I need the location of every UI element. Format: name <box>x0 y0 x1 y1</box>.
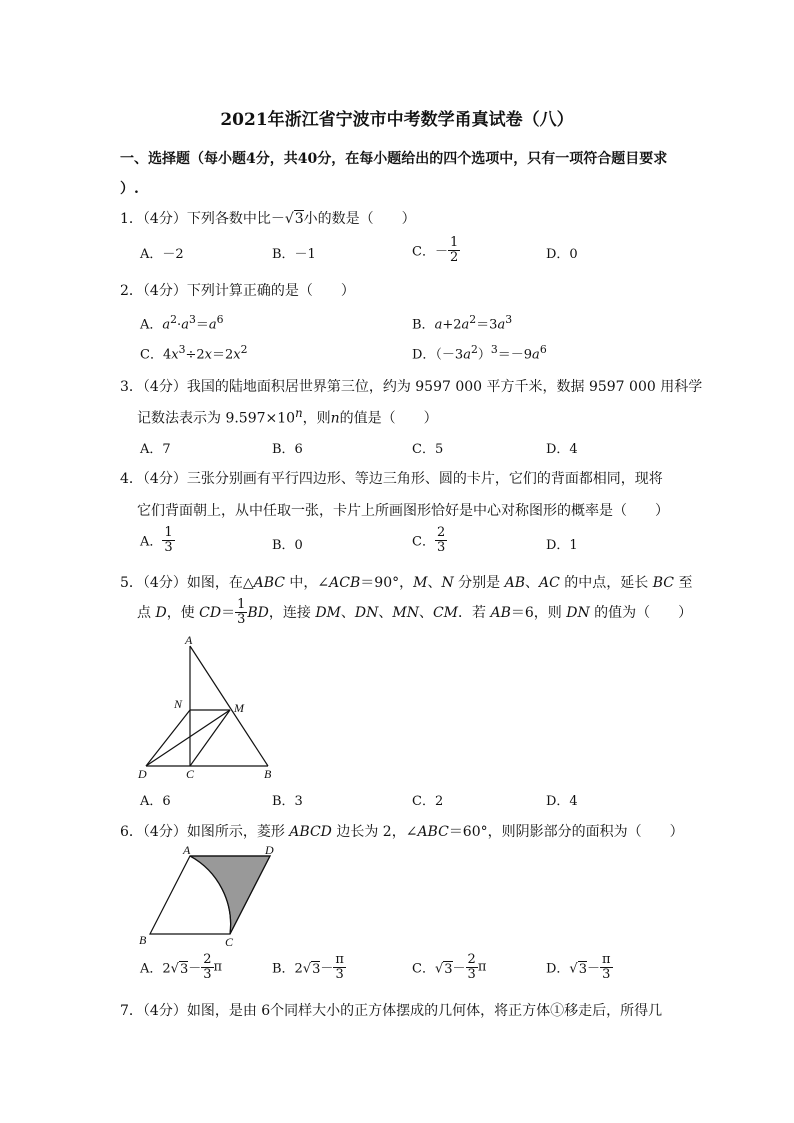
q4-option-b[interactable]: B．0 <box>272 538 303 553</box>
q5-label-d: D <box>138 767 147 781</box>
q2-option-c[interactable]: C．$4x^3\div 2x=2x^2$ <box>140 343 248 363</box>
q5-option-c[interactable]: C．2 <box>412 794 444 809</box>
section-heading-line2: ）. <box>120 181 139 197</box>
q5-label-b: B <box>264 767 272 781</box>
q5-label-n: N <box>174 697 183 711</box>
q2-option-a[interactable]: A．$a^2\cdot a^3=a^6$ <box>140 313 224 333</box>
q1-option-c[interactable]: C．－ $\frac{1}{2}$ <box>412 235 459 265</box>
question-3-line2: 记数法表示为 $9.597\times 10^n$，则n的值是（ ） <box>137 406 438 427</box>
q4-option-c[interactable]: C． $\frac{2}{3}$ <box>412 525 446 555</box>
sqrt-3: √3 <box>284 211 304 227</box>
question-3-line1: 3．（4分）我国的陆地面积居世界第三位，约为 9597 000 平方千米，数据 9597 000 用科学 <box>120 379 703 395</box>
q3-option-b[interactable]: B．6 <box>272 442 303 457</box>
q6-option-d[interactable]: D．√3－ $\frac{\pi}{3}$ <box>546 952 611 982</box>
q3-option-d[interactable]: D．4 <box>546 442 578 457</box>
q5-triangle-figure <box>130 632 290 782</box>
q2-option-d[interactable]: D．$(-3a^2)^3=-9a^6$ <box>412 343 547 363</box>
question-6-stem: 6．（4分）如图所示，菱形 ABCD 边长为 2，∠ABC＝60°，则阴影部分的面积为（ ） <box>120 824 684 840</box>
q3-option-a[interactable]: A．7 <box>140 442 171 457</box>
q6-label-c: C <box>225 935 234 948</box>
question-5-line2: 点 D，使 CD＝ $\frac{1}{3}$ BD，连接 DM、DN、MN、CM．若 AB＝6，则 DN 的值为（ ） <box>137 597 693 627</box>
q1-option-b[interactable]: B．－1 <box>272 247 316 262</box>
q1-option-a[interactable]: A．－2 <box>140 247 184 262</box>
q6-option-b[interactable]: B．2√3－ $\frac{\pi}{3}$ <box>272 952 344 982</box>
q5-option-b[interactable]: B．3 <box>272 794 303 809</box>
q5-option-a[interactable]: A．6 <box>140 794 171 809</box>
q2-option-b[interactable]: B．$a+2a^2=3a^3$ <box>412 313 513 333</box>
section-heading-line1: 一、选择题（每小题4分，共40分，在每小题给出的四个选项中，只有一项符合题目要求 <box>120 151 668 167</box>
q1-option-d[interactable]: D．0 <box>546 247 578 262</box>
q5-option-d[interactable]: D．4 <box>546 794 578 809</box>
q5-label-a: A <box>185 633 193 647</box>
question-7-line1: 7．（4分）如图，是由 6个同样大小的正方体摆成的几何体，将正方体①移走后，所得几 <box>120 1003 663 1019</box>
q6-label-b: B <box>139 933 147 947</box>
q6-rhombus-figure <box>135 842 285 948</box>
question-2-stem: 2．（4分）下列计算正确的是（ ） <box>120 283 355 299</box>
q6-option-c[interactable]: C．√3－ $\frac{2}{3}$ π <box>412 952 487 982</box>
q4-option-a[interactable]: A． $\frac{1}{3}$ <box>140 525 173 555</box>
question-1-stem: 1．（4分）下列各数中比－√3小的数是（ ） <box>120 211 416 227</box>
question-4-line1: 4．（4分）三张分别画有平行四边形、等边三角形、圆的卡片，它们的背面都相同，现将 <box>120 471 663 487</box>
question-4-line2: 它们背面朝上，从中任取一张，卡片上所画图形恰好是中心对称图形的概率是（ ） <box>137 503 669 519</box>
question-5-line1: 5．（4分）如图，在△ABC 中，∠ACB＝90°，M、N 分别是 AB、AC 的中点，延长 BC 至 <box>120 575 693 591</box>
q6-label-d: D <box>265 843 274 857</box>
q5-label-c: C <box>186 767 195 781</box>
q6-option-a[interactable]: A．2√3－ $\frac{2}{3}$ π <box>140 952 223 982</box>
q4-option-d[interactable]: D．1 <box>546 538 578 553</box>
q3-option-c[interactable]: C．5 <box>412 442 444 457</box>
q5-label-m: M <box>234 701 244 715</box>
q6-label-a: A <box>183 843 191 857</box>
page-title: 2021年浙江省宁波市中考数学甬真试卷（八） <box>220 110 574 130</box>
